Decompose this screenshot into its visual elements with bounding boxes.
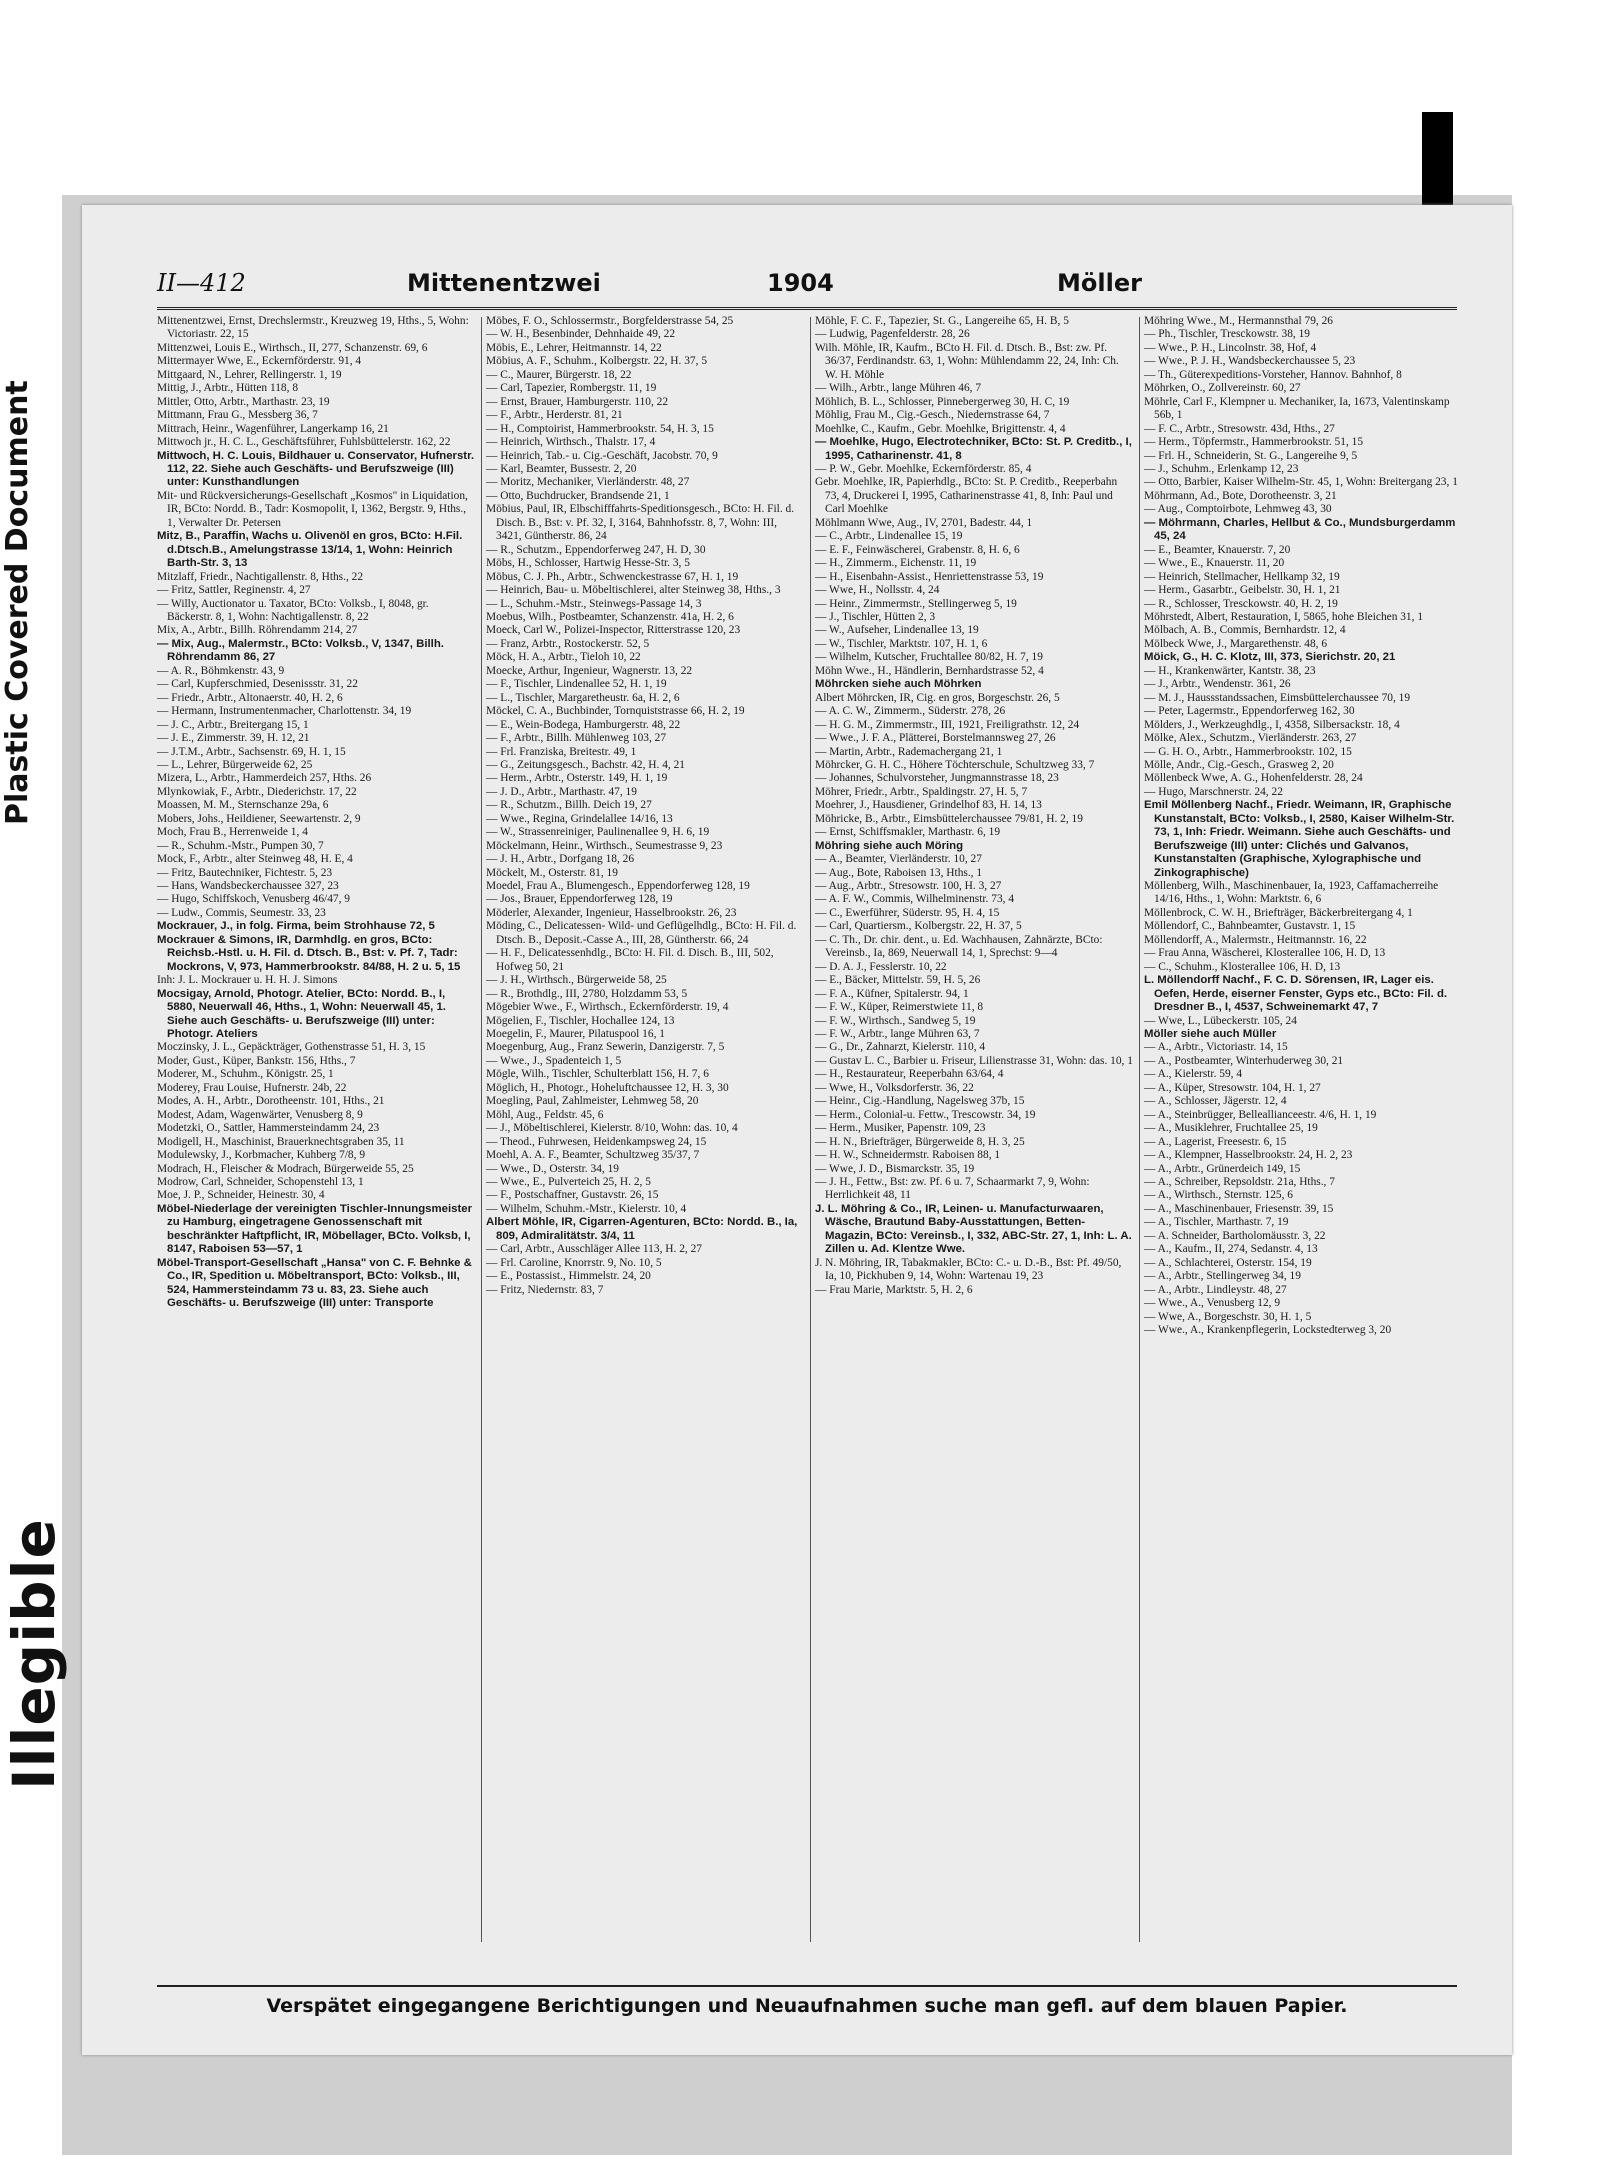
directory-entry: Moch, Frau B., Herrenweide 1, 4 <box>157 826 308 839</box>
directory-entry: Möckelt, M., Osterstr. 81, 19 <box>486 866 618 879</box>
directory-entry: — Ernst, Brauer, Hamburgerstr. 110, 22 <box>486 395 669 408</box>
directory-entry: — A., Schlosser, Jägerstr. 12, 4 <box>1144 1095 1287 1108</box>
directory-entry: — A., Tischler, Marthastr. 7, 19 <box>1144 1216 1289 1229</box>
directory-entry: Inh: J. L. Mockrauer u. H. H. J. Simons <box>157 974 338 987</box>
directory-entry: — J.T.M., Arbtr., Sachsenstr. 69, H. 1, 15 <box>157 745 346 758</box>
directory-entry: Moeck, Carl W., Polizei-Inspector, Ritterstrasse 120, 23 <box>486 624 741 637</box>
directory-entry: — Wilhelm, Kutscher, Fruchtallee 80/82, H. 7, 19 <box>815 651 1043 664</box>
directory-entry: — Heinrich, Bau- u. Möbeltischlerei, alter Steinweg 38, Hths., 3 <box>486 584 781 597</box>
directory-entry: — A., Steinbrügger, Belleallianceestr. 4/6, H. 1, 19 <box>1144 1108 1377 1121</box>
column-divider <box>810 317 811 1942</box>
directory-entry: Möderler, Alexander, Ingenieur, Hasselbrookstr. 26, 23 <box>486 906 737 919</box>
directory-entry: Mlynkowiak, F., Arbtr., Diederichstr. 17, 22 <box>157 785 357 798</box>
directory-entry: — H. F., Delicatessenhdlg., BCto: H. Fil. d. Disch. B., III, 502, Hofweg 50, 21 <box>486 947 774 973</box>
directory-entry: Mittmann, Frau G., Messberg 36, 7 <box>157 409 318 422</box>
directory-entry: Mittler, Otto, Arbtr., Marthastr. 23, 19 <box>157 395 330 408</box>
directory-entry: — Herm., Töpfermstr., Hammerbrookstr. 51, 15 <box>1144 436 1364 449</box>
directory-entry: Möhl, Aug., Feldstr. 45, 6 <box>486 1108 604 1121</box>
directory-entry: Mölders, J., Werkzeughdlg., I, 4358, Silbersackstr. 18, 4 <box>1144 718 1400 731</box>
directory-entry: Wilh. Möhle, IR, Kaufm., BCto H. Fil. d. Dtsch. B., Bst: zw. Pf. 36/37, Ferdinandstr. 63, 1, Wohn: Mühlendamm 22, 24, Inh: Ch. W. H. Möhle <box>815 341 1119 381</box>
directory-entry: Mockrauer, J., in folg. Firma, beim Strohhause 72, 5 <box>157 920 435 933</box>
directory-entry: Möglich, H., Photogr., Hoheluftchaussee 12, H. 3, 30 <box>486 1081 729 1094</box>
directory-entry: — Hugo, Schiffskoch, Venusberg 46/47, 9 <box>157 893 350 906</box>
directory-entry: Mögelien, F., Tischler, Hochallee 124, 13 <box>486 1014 675 1027</box>
directory-entry: — Moehlke, Hugo, Electrotechniker, BCto: St. P. Creditb., I, 1995, Catharinenstr. 41, 8 <box>815 436 1132 462</box>
directory-entry: — E., Wein-Bodega, Hamburgerstr. 48, 22 <box>486 718 681 731</box>
footer-notice: Verspätet eingegangene Berichtigungen und Neuaufnahmen suche man gefl. auf dem blauen Papier. <box>157 1985 1457 2017</box>
directory-entry: L. Möllendorff Nachf., F. C. D. Sörensen, IR, Lager eis. Oefen, Herde, eiserner Fenster, Gyps etc., BCto: Fil. d. Dresdner B., I, 4537, Schweinemarkt 47, 7 <box>1144 974 1448 1014</box>
directory-entry: — H. N., Briefträger, Bürgerweide 8, H. 3, 25 <box>815 1135 1025 1148</box>
directory-entry: Mögle, Wilh., Tischler, Schulterblatt 156, H. 7, 6 <box>486 1068 709 1081</box>
directory-entry: — C., Maurer, Bürgerstr. 18, 22 <box>486 368 632 381</box>
directory-entry: Mitzlaff, Friedr., Nachtigallenstr. 8, Hths., 22 <box>157 570 364 583</box>
directory-entry: Möhlich, B. L., Schlosser, Pinnebergerweg 30, H. C, 19 <box>815 395 1070 408</box>
directory-entry: Mittgaard, N., Lehrer, Rellingerstr. 1, 19 <box>157 368 342 381</box>
directory-entry: Mocsigay, Arnold, Photogr. Atelier, BCto: Nordd. B., I, 5880, Neuerwall 46, Hths., 1, Wohn: Neuerwall 45, 1. Siehe auch Geschäfts- u. Berufszweige (III) unter: Photogr. Ateliers <box>157 987 446 1041</box>
directory-entry: — A. C. W., Zimmerm., Süderstr. 278, 26 <box>815 705 1006 718</box>
directory-entry: — L., Lehrer, Bürgerweide 62, 25 <box>157 758 313 771</box>
directory-entry: — Wwe., E., Pulverteich 25, H. 2, 5 <box>486 1176 651 1188</box>
directory-entry: — Gustav L. C., Barbier u. Friseur, Lilienstrasse 31, Wohn: das. 10, 1 <box>815 1054 1133 1067</box>
directory-entry: — M. J., Haussstandssachen, Eimsbüttelerchaussee 70, 19 <box>1144 691 1411 704</box>
directory-entry: — A., Schreiber, Repsoldstr. 21a, Hths., 7 <box>1144 1176 1335 1188</box>
directory-entry: — Aug., Comptoirbote, Lehmweg 43, 30 <box>1144 503 1332 516</box>
directory-entry: — R., Brothdlg., III, 2780, Holzdamm 53, 5 <box>486 987 688 1000</box>
directory-entry: — Wwe, H., Nollsstr. 4, 24 <box>815 584 940 597</box>
directory-entry: — Heinrich, Stellmacher, Hellkamp 32, 19 <box>1144 570 1340 583</box>
directory-entry: — Hans, Wandsbeckerchaussee 327, 23 <box>157 880 339 893</box>
directory-entry: — P. W., Gebr. Moehlke, Eckernförderstr. 85, 4 <box>815 462 1032 475</box>
directory-entry: — H., Comptoirist, Hammerbrookstr. 54, H. 3, 15 <box>486 422 714 435</box>
directory-entry: — J. D., Arbtr., Marthastr. 47, 19 <box>486 785 637 798</box>
directory-entry: — H., Krankenwärter, Kantstr. 38, 23 <box>1144 664 1316 677</box>
directory-entry: — J., Arbtr., Wendenstr. 361, 26 <box>1144 678 1291 691</box>
directory-entry: J. N. Möhring, IR, Tabakmakler, BCto: C.- u. D.-B., Bst: Pf. 49/50, Ia, 10, Pickhuben 9, 14, Wohn: Wartenau 19, 23 <box>815 1256 1122 1283</box>
directory-entry: Möller siehe auch Müller <box>1144 1028 1277 1041</box>
directory-entry: — J., Möbeltischlerei, Kielerstr. 8/10, Wohn: das. 10, 4 <box>486 1122 738 1135</box>
directory-entry: — Wilhelm, Schuhm.-Mstr., Kielerstr. 10, 4 <box>486 1202 687 1215</box>
column-divider <box>481 317 482 1942</box>
directory-entry: — F. W., Küper, Reimerstwiete 11, 8 <box>815 1001 984 1014</box>
directory-entry: Möhrle, Carl F., Klempner u. Mechaniker, Ia, 1673, Valentinskamp 56b, 1 <box>1144 395 1450 422</box>
directory-entry: — Wwe., A., Krankenpflegerin, Lockstedterweg 3, 20 <box>1144 1323 1392 1336</box>
directory-entry: — Wwe., A., Venusberg 12, 9 <box>1144 1297 1281 1310</box>
directory-entry: Möck, H. A., Arbtr., Tieloh 10, 22 <box>486 651 641 664</box>
directory-entry: Mölle, Andr., Cig.-Gesch., Grasweg 2, 20 <box>1144 758 1334 771</box>
directory-entry: Modrach, H., Fleischer & Modrach, Bürgerweide 55, 25 <box>157 1162 414 1175</box>
directory-entry: Moassen, M. M., Sternschanze 29a, 6 <box>157 799 329 812</box>
directory-entry: — G. H. O., Arbtr., Hammerbrookstr. 102, 15 <box>1144 745 1352 758</box>
directory-entry: Mobers, Johs., Heildiener, Seewartenstr. 2, 9 <box>157 812 361 825</box>
directory-entry: — Frau Marie, Marktstr. 5, H. 2, 6 <box>815 1283 973 1296</box>
directory-entry: — A., Musiklehrer, Fruchtallee 25, 19 <box>1144 1122 1318 1135</box>
directory-entry: — A., Arbtr., Stellingerweg 34, 19 <box>1144 1270 1301 1283</box>
directory-entry: Möhrmann, Ad., Bote, Dorotheenstr. 3, 21 <box>1144 489 1337 502</box>
directory-entry: Möhrstedt, Albert, Restauration, I, 5865, hohe Bleichen 31, 1 <box>1144 610 1424 623</box>
directory-entry: Modes, A. H., Arbtr., Dorotheenstr. 101, Hths., 21 <box>157 1095 385 1108</box>
directory-entry: — E., Beamter, Knauerstr. 7, 20 <box>1144 543 1291 556</box>
directory-entry: — A., Maschinenbauer, Friesenstr. 39, 15 <box>1144 1202 1334 1215</box>
directory-entry: — Carl, Tapezier, Rombergstr. 11, 19 <box>486 382 657 395</box>
directory-entry: — A., Arbtr., Victoriastr. 14, 15 <box>1144 1041 1288 1054</box>
column-2 <box>486 315 804 1945</box>
directory-entry: — Th., Güterexpeditions-Vorsteher, Hannov. Bahnhof, 8 <box>1144 368 1402 381</box>
directory-entry: — Hugo, Marschnerstr. 24, 22 <box>1144 785 1283 798</box>
directory-entry: — Heinrich, Wirthsch., Thalstr. 17, 4 <box>486 436 656 449</box>
directory-entry: Möding, C., Delicatessen- Wild- und Geflügelhdlg., BCto: H. Fil. d. Dtsch. B., Deposit.-Casse A., III, 28, Güntherstr. 66, 24 <box>486 920 797 946</box>
directory-entry: Möbel-Transport-Gesellschaft „Hansa" von C. F. Behnke & Co., IR, Spedition u. Möbeltransport, BCto: Volksb., III, 524, Hammersteindamm 73 u. 83, 23. Siehe auch Geschäfts- u. Berufszweige (III) unter: Transporte <box>157 1256 472 1310</box>
directory-entry: Mölke, Alex., Schutzm., Vierländerstr. 263, 27 <box>1144 732 1357 745</box>
directory-entry: Moderey, Frau Louise, Hufnerstr. 24b, 22 <box>157 1081 347 1094</box>
directory-entry: Möhring Wwe., M., Hermannsthal 79, 26 <box>1144 315 1333 327</box>
directory-entry: — Wwe., J., Spadenteich 1, 5 <box>486 1054 622 1067</box>
directory-entry: Möllendorf, C., Bahnbeamter, Gustavstr. 1, 15 <box>1144 920 1356 933</box>
directory-entry: — J., Tischler, Hütten 2, 3 <box>815 610 936 623</box>
directory-entry: Moe, J. P., Schneider, Heinestr. 30, 4 <box>157 1189 325 1202</box>
directory-entry: — Carl, Quartiersm., Kolbergstr. 22, H. 37, 5 <box>815 920 1022 933</box>
directory-entry: Moebus, Wilh., Postbeamter, Schanzenstr. 41a, H. 2, 6 <box>486 610 734 623</box>
directory-entry: — W., Strassenreiniger, Paulinenallee 9, H. 6, 19 <box>486 826 710 839</box>
directory-entry: — J. H., Arbtr., Dorfgang 18, 26 <box>486 853 635 866</box>
directory-entry: — Wilh., Arbtr., lange Mühren 46, 7 <box>815 382 982 395</box>
directory-entry: — F., Arbtr., Herderstr. 81, 21 <box>486 409 623 422</box>
directory-entry: Mizera, L., Arbtr., Hammerdeich 257, Hths. 26 <box>157 772 372 785</box>
directory-entry: Möhle, F. C. F., Tapezier, St. G., Langereihe 65, H. B, 5 <box>815 315 1069 327</box>
directory-entry: — W. H., Besenbinder, Dehnhaide 49, 22 <box>486 328 676 341</box>
column-3 <box>815 315 1133 1945</box>
directory-entry: Mittenzwei, Louis E., Wirthsch., II, 277, Schanzenstr. 69, 6 <box>157 341 428 354</box>
directory-entry: — F. A., Küfner, Spitalerstr. 94, 1 <box>815 987 969 1000</box>
directory-entry: Moehlke, C., Kaufm., Gebr. Moehlke, Brigittenstr. 4, 4 <box>815 422 1066 435</box>
directory-entry: Emil Möllenberg Nachf., Friedr. Weimann, IR, Graphische Kunstanstalt, BCto: Volksb., I, 2580, Kaiser Wilhelm-Str. 73, 1, Inh: Friedr. Weimann. Siehe auch Geschäfts- und Berufszweige (III) unter: Clichés und Galvanos, Kunstanstalten (Graphische, Xylographische und Zinkographische) <box>1144 799 1455 879</box>
directory-entry: Mix, A., Arbtr., Billh. Röhrendamm 214, 27 <box>157 624 358 637</box>
directory-entry: — E., Bäcker, Mittelstr. 59, H. 5, 26 <box>815 974 981 987</box>
directory-entry: — E. F., Feinwäscherei, Grabenstr. 8, H. 6, 6 <box>815 543 1020 556</box>
directory-entry: Mit- und Rückversicherungs-Gesellschaft „Kosmos" in Liquidation, IR, BCto: Nordd. B., Tadr: Kosmopolit, I, 1362, Bergstr. 9, Hths., 1, Verwalter Dr. Petersen <box>157 489 468 529</box>
directory-entry: — Carl, Kupferschmied, Desenissstr. 31, 22 <box>157 678 358 691</box>
directory-entry: — Wwe, L., Lübeckerstr. 105, 24 <box>1144 1014 1297 1027</box>
directory-entry: — J. H., Wirthsch., Bürgerweide 58, 25 <box>486 974 667 987</box>
directory-entry: Möhn Wwe., H., Händlerin, Bernhardstrasse 52, 4 <box>815 664 1044 677</box>
directory-entry: — A., Beamter, Vierländerstr. 10, 27 <box>815 853 982 866</box>
directory-entry: — Wwe., J. F. A., Plätterei, Borstelmannsweg 27, 26 <box>815 732 1056 745</box>
directory-entry: — Ernst, Schiffsmakler, Marthastr. 6, 19 <box>815 826 1001 839</box>
directory-entry: — Mix, Aug., Malermstr., BCto: Volksb., V, 1347, Billh. Röhrendamm 86, 27 <box>157 637 444 664</box>
directory-entry: — Martin, Arbtr., Rademachergang 21, 1 <box>815 745 1003 758</box>
directory-entry: Möhrer, Friedr., Arbtr., Spaldingstr. 27, H. 5, 7 <box>815 785 1028 798</box>
directory-entry: — Heinr., Cig.-Handlung, Nagelsweg 37b, 15 <box>815 1095 1025 1108</box>
directory-entry: — Heinr., Zimmermstr., Stellingerweg 5, 19 <box>815 597 1017 610</box>
page-number: II—412 <box>157 269 246 297</box>
directory-entry: — Wwe., P. J. H., Wandsbeckerchaussee 5, 23 <box>1144 355 1356 368</box>
directory-entry: Möllendorff, A., Malermstr., Heitmannstr. 16, 22 <box>1144 933 1367 946</box>
directory-entry: — Wwe., P. H., Lincolnstr. 38, Hof, 4 <box>1144 341 1317 354</box>
directory-entry: Möbis, E., Lehrer, Heitmannstr. 14, 22 <box>486 341 662 354</box>
directory-entry: — Frl. Franziska, Breitestr. 49, 1 <box>486 745 637 758</box>
directory-entry: Möick, G., H. C. Klotz, III, 373, Sierichstr. 20, 21 <box>1144 651 1396 664</box>
directory-entry: — Jos., Brauer, Eppendorferweg 128, 19 <box>486 893 673 906</box>
directory-entry: — A., Lagerist, Freesestr. 6, 15 <box>1144 1135 1287 1148</box>
directory-entry: Moegenburg, Aug., Franz Sewerin, Danzigerstr. 7, 5 <box>486 1041 725 1054</box>
directory-entry: — Otto, Buchdrucker, Brandsende 21, 1 <box>486 489 670 502</box>
directory-entry: — Herm., Arbtr., Osterstr. 149, H. 1, 19 <box>486 772 668 785</box>
directory-entry: Möhring siehe auch Möring <box>815 839 964 852</box>
directory-entry: — Aug., Bote, Raboisen 13, Hths., 1 <box>815 866 983 879</box>
directory-entry: — A., Kaufm., II, 274, Sedanstr. 4, 13 <box>1144 1243 1318 1256</box>
directory-entry: Albert Möhrcken, IR, Cig. en gros, Borgeschstr. 26, 5 <box>815 691 1060 704</box>
directory-entry: Moedel, Frau A., Blumengesch., Eppendorferweg 128, 19 <box>486 880 750 893</box>
directory-entry: Möhrcken siehe auch Möhrken <box>815 678 982 691</box>
directory-entry: — Ludw., Commis, Seumestr. 33, 23 <box>157 906 326 919</box>
directory-entry: Mittwoch jr., H. C. L., Geschäftsführer, Fuhlsbüttelerstr. 162, 22 <box>157 436 451 449</box>
directory-entry: Moegling, Paul, Zahlmeister, Lehmweg 58, 20 <box>486 1095 699 1108</box>
directory-entry: — J. H., Fettw., Bst: zw. Pf. 6 u. 7, Schaarmarkt 7, 9, Wohn: Herrlichkeit 48, 11 <box>815 1176 1090 1202</box>
directory-entry: J. L. Möhring & Co., IR, Leinen- u. Manufacturwaaren, Wäsche, Brautund Baby-Ausstattungen, Betten-Magazin, BCto: Vereinsb., I, 332, ABC-Str. 27, 1, Inh: L. A. Zillen u. Ad. Klentze Wwe. <box>815 1202 1132 1256</box>
column-divider <box>1139 317 1140 1942</box>
directory-entry: — A. Schneider, Bartholomäusstr. 3, 22 <box>1144 1229 1326 1242</box>
directory-entry: — R., Schutzm., Billh. Deich 19, 27 <box>486 799 652 812</box>
directory-entry: Mögebier Wwe., F., Wirthsch., Eckernförderstr. 19, 4 <box>486 1001 729 1014</box>
side-label-illegible: Illegible <box>0 1518 68 1790</box>
directory-entry: — R., Schuhm.-Mstr., Pumpen 30, 7 <box>157 839 324 852</box>
directory-entry: — A., Klempner, Hasselbrookstr. 24, H. 2, 23 <box>1144 1149 1353 1162</box>
directory-entry: — Fritz, Sattler, Reginenstr. 4, 27 <box>157 584 311 597</box>
directory-entry: — Peter, Lagermstr., Eppendorferweg 162, 30 <box>1144 705 1355 718</box>
directory-entry: — F., Postschaffner, Gustavstr. 26, 15 <box>486 1189 659 1202</box>
directory-entry: Möhlmann Wwe, Aug., IV, 2701, Badestr. 44, 1 <box>815 516 1033 529</box>
directory-entry: — Karl, Beamter, Bussestr. 2, 20 <box>486 462 637 475</box>
directory-entry: Möbes, F. O., Schlossermstr., Borgfelderstrasse 54, 25 <box>486 315 734 327</box>
directory-entry: — Wwe., D., Osterstr. 34, 19 <box>486 1162 619 1175</box>
directory-entry: — Herm., Musiker, Papenstr. 109, 23 <box>815 1122 986 1135</box>
directory-entry: — H. W., Schneidermstr. Raboisen 88, 1 <box>815 1149 1001 1162</box>
directory-entry: — H., Zimmerm., Eichenstr. 11, 19 <box>815 557 977 570</box>
directory-entry: — D. A. J., Fesslerstr. 10, 22 <box>815 960 947 973</box>
directory-entry: Möllenbrock, C. W. H., Briefträger, Bäckerbreitergang 4, 1 <box>1144 906 1413 919</box>
directory-entry: — C., Schuhm., Klosterallee 106, H. D, 13 <box>1144 960 1341 973</box>
directory-entry: — W., Tischler, Marktstr. 107, H. 1, 6 <box>815 637 988 650</box>
directory-entry: — Otto, Barbier, Kaiser Wilhelm-Str. 45, 1, Wohn: Breitergang 23, 1 <box>1144 476 1458 489</box>
directory-entry: Modetzki, O., Sattler, Hammersteindamm 24, 23 <box>157 1122 380 1135</box>
directory-entry: Moderer, M., Schuhm., Königstr. 25, 1 <box>157 1068 334 1081</box>
directory-entry: — Wwe., E., Knauerstr. 11, 20 <box>1144 557 1285 570</box>
directory-entry: Möllenberg, Wilh., Maschinenbauer, Ia, 1923, Caffamacherreihe 14/16, Hths., 1, Wohn: Marktstr. 6, 6 <box>1144 880 1439 906</box>
page-header <box>157 267 1457 310</box>
directory-entry: — R., Schutzm., Eppendorferweg 247, H. D, 30 <box>486 543 706 556</box>
directory-entry: — F., Tischler, Lindenallee 52, H. 1, 19 <box>486 678 667 691</box>
directory-entry: Moehrer, J., Hausdiener, Grindelhof 83, H. 14, 13 <box>815 799 1042 812</box>
directory-entry: Möhrken, O., Zollvereinstr. 60, 27 <box>1144 382 1301 395</box>
directory-entry: Möllenbeck Wwe, A. G., Hohenfelderstr. 28, 24 <box>1144 772 1363 785</box>
directory-entry: — C. Th., Dr. chir. dent., u. Ed. Wachhausen, Zahnärzte, BCto: Vereinsb., Ia, 869, Neuerwall 14, 1, Sprechst: 9—4 <box>815 933 1103 960</box>
directory-entry: — Wwe, H., Volksdorferstr. 36, 22 <box>815 1081 974 1094</box>
directory-entry: — A. R., Böhmkenstr. 43, 9 <box>157 664 285 677</box>
directory-entry: — L., Tischler, Margaretheustr. 6a, H. 2, 6 <box>486 691 680 704</box>
directory-entry: Moecke, Arthur, Ingenieur, Wagnerstr. 13, 22 <box>486 664 693 677</box>
directory-entry: Mölbeck Wwe, J., Margarethenstr. 48, 6 <box>1144 637 1328 650</box>
directory-entry: — R., Schlosser, Tresckowstr. 40, H. 2, 19 <box>1144 597 1338 610</box>
directory-entry: Albert Möhle, IR, Cigarren-Agenturen, BCto: Nordd. B., Ia, 809, Admiralitätstr. 3/4, 11 <box>486 1216 798 1242</box>
directory-entry: — L., Schuhm.-Mstr., Steinwegs-Passage 14, 3 <box>486 597 702 610</box>
directory-entry: — Johannes, Schulvorsteher, Jungmannstrasse 18, 23 <box>815 772 1059 785</box>
directory-entry: — H., Eisenbahn-Assist., Henriettenstrasse 53, 19 <box>815 570 1044 583</box>
directory-entry: Moczinsky, J. L., Gepäckträger, Gothenstrasse 51, H. 3, 15 <box>157 1041 426 1054</box>
header-last-name: Möller <box>1057 269 1142 297</box>
directory-page <box>82 205 1512 2055</box>
directory-entry: — J., Schuhm., Erlenkamp 12, 23 <box>1144 462 1299 475</box>
directory-entry: Möbus, C. J. Ph., Arbtr., Schwenckestrasse 67, H. 1, 19 <box>486 570 739 583</box>
directory-entry: — Ph., Tischler, Tresckowstr. 38, 19 <box>1144 328 1311 341</box>
directory-entry: — F., Arbtr., Billh. Mühlenweg 103, 27 <box>486 732 667 745</box>
directory-entry: Mittwoch, H. C. Louis, Bildhauer u. Conservator, Hufnerstr. 112, 22. Siehe auch Geschäfts- und Berufszweige (III) unter: Kunsthandlungen <box>157 449 475 489</box>
directory-entry: Möbel-Niederlage der vereinigten Tischler-Innungsmeister zu Hamburg, eingetragene Genossenschaft mit beschränkter Haftpflicht, IR, Möbellager, BCto. Volksb, I, 8147, Raboisen 53—57, 1 <box>157 1202 473 1256</box>
directory-entry: Modest, Adam, Wagenwärter, Venusberg 8, 9 <box>157 1108 363 1121</box>
directory-entry: — H. G. M., Zimmermstr., III, 1921, Freiligrathstr. 12, 24 <box>815 718 1080 731</box>
directory-entry: — Herm., Gasarbtr., Geibelstr. 30, H. 1, 21 <box>1144 584 1341 597</box>
directory-entry: Mittenentzwei, Ernst, Drechslermstr., Kreuzweg 19, Hths., 5, Wohn: Victoriastr. 22, 15 <box>157 315 469 341</box>
directory-entry: — Frl. H., Schneiderin, St. G., Langereihe 9, 5 <box>1144 449 1358 462</box>
directory-entry: — Heinrich, Tab.- u. Cig.-Geschäft, Jacobstr. 70, 9 <box>486 449 718 462</box>
directory-entry: Modigell, H., Maschinist, Brauerknechtsgraben 35, 11 <box>157 1135 405 1148</box>
directory-entry: — A., Schlachterei, Osterstr. 154, 19 <box>1144 1256 1312 1269</box>
directory-entry: Möbius, A. F., Schuhm., Kolbergstr. 22, H. 37, 5 <box>486 355 708 368</box>
directory-entry: Moegelin, F., Maurer, Pilatuspool 16, 1 <box>486 1028 665 1041</box>
directory-entry: — Theod., Fuhrwesen, Heidenkampsweg 24, 15 <box>486 1135 707 1148</box>
header-first-name: Mittenentzwei <box>407 269 601 297</box>
directory-entry: — C., Arbtr., Lindenallee 15, 19 <box>815 530 963 543</box>
side-label-plastic-covered: Plastic Covered Document <box>0 380 35 825</box>
directory-entry: — J. E., Zimmerstr. 39, H. 12, 21 <box>157 732 310 745</box>
directory-entry: — F. C., Arbtr., Stresowstr. 43d, Hths., 27 <box>1144 422 1335 435</box>
directory-entry: Möbius, Paul, IR, Elbschifffahrts-Speditionsgesch., BCto: H. Fil. d. Disch. B., Bst: v. Pf. 32, I, 3164, Bahnhofsstr. 8, 7, Wohn: III, 3421, Güntherstr. 86, 24 <box>486 503 795 543</box>
directory-entry: — Herm., Colonial-u. Fettw., Trescowstr. 34, 19 <box>815 1108 1036 1121</box>
directory-entry: — Franz, Arbtr., Rostockerstr. 52, 5 <box>486 637 650 650</box>
directory-entry: Mittrach, Heinr., Wagenführer, Langerkamp 16, 21 <box>157 422 389 435</box>
directory-entry: Möckel, C. A., Buchbinder, Tornquiststrasse 66, H. 2, 19 <box>486 705 745 718</box>
directory-entry: — G., Zeitungsgesch., Bachstr. 42, H. 4, 21 <box>486 758 685 771</box>
directory-entry: — F. W., Wirthsch., Sandweg 5, 19 <box>815 1014 976 1027</box>
directory-entry: — Friedr., Arbtr., Altonaerstr. 40, H. 2, 6 <box>157 691 343 704</box>
directory-entry: — Aug., Arbtr., Stresowstr. 100, H. 3, 27 <box>815 880 1002 893</box>
directory-entry: Mittig, J., Arbtr., Hütten 118, 8 <box>157 382 299 395</box>
directory-entry: Gebr. Moehlke, IR, Papierhdlg., BCto: St. P. Creditb., Reeperbahn 73, 4, Druckerei I, 1995, Catharinenstrasse 41, 8, Inh: Paul und Carl Moehlke <box>815 476 1118 516</box>
directory-entry: Mockrauer & Simons, IR, Darmhdlg. en gros, BCto: Reichsb.-Hstl. u. H. Fil. d. Dtsch. B., Bst: v. Pf. 7, Tadr: Mockrons, V, 973, Hammerbrookstr. 84/88, H. 2 u. 5, 15 <box>157 933 461 973</box>
directory-entry: — A., Postbeamter, Winterhuderweg 30, 21 <box>1144 1054 1344 1067</box>
directory-entry: — Frau Anna, Wäscherei, Klosterallee 106, H. D, 13 <box>1144 947 1386 960</box>
directory-entry: Modulewsky, J., Korbmacher, Kuhberg 7/8, 9 <box>157 1149 366 1162</box>
column-1 <box>157 315 475 1945</box>
header-year: 1904 <box>767 269 834 297</box>
directory-entry: — A., Arbtr., Grünerdeich 149, 15 <box>1144 1162 1301 1175</box>
directory-entry: Mittermayer Wwe, E., Eckernförderstr. 91, 4 <box>157 355 362 368</box>
scan-edge-bar <box>1422 112 1453 207</box>
directory-entry: — H., Restaurateur, Reeperbahn 63/64, 4 <box>815 1068 1004 1081</box>
directory-entry: Mitz, B., Paraffin, Wachs u. Olivenöl en gros, BCto: H.Fil. d.Dtsch.B., Amelungstrasse 13/14, 1, Wohn: Heinrich Barth-Str. 3, 13 <box>157 530 463 570</box>
column-4 <box>1144 315 1462 1945</box>
directory-entry: Moder, Gust., Küper, Bankstr. 156, Hths., 7 <box>157 1054 356 1067</box>
directory-entry: — Hermann, Instrumentenmacher, Charlottenstr. 34, 19 <box>157 705 412 718</box>
directory-entry: Mock, F., Arbtr., alter Steinweg 48, H. E, 4 <box>157 853 353 866</box>
directory-entry: — A. F. W., Commis, Wilhelminenstr. 73, 4 <box>815 893 1015 906</box>
directory-entry: — Frl. Caroline, Knorrstr. 9, No. 10, 5 <box>486 1256 662 1269</box>
directory-entry: — A., Wirthsch., Sternstr. 125, 6 <box>1144 1189 1293 1202</box>
directory-entry: — A., Kielerstr. 59, 4 <box>1144 1068 1243 1081</box>
directory-entry: — Wwe, A., Borgeschstr. 30, H. 1, 5 <box>1144 1310 1312 1323</box>
directory-entry: — W., Aufseher, Lindenallee 13, 19 <box>815 624 979 637</box>
directory-entry: — J. C., Arbtr., Breitergang 15, 1 <box>157 718 309 731</box>
directory-entry: — Ludwig, Pagenfelderstr. 28, 26 <box>815 328 970 341</box>
directory-entry: Modrow, Carl, Schneider, Schopenstehl 13, 1 <box>157 1176 364 1188</box>
directory-entry: — Wwe, J. D., Bismarckstr. 35, 19 <box>815 1162 975 1175</box>
directory-entry: — A., Arbtr., Lindleystr. 48, 27 <box>1144 1283 1287 1296</box>
directory-entry: — Willy, Auctionator u. Taxator, BCto: Volksb., I, 8048, gr. Bäckerstr. 8, 1, Wohn: Nachtigallenstr. 8, 22 <box>157 597 429 623</box>
directory-entry: Möhlig, Frau M., Cig.-Gesch., Niedernstrasse 64, 7 <box>815 409 1050 422</box>
directory-entry: — Wwe., Regina, Grindelallee 14/16, 13 <box>486 812 673 825</box>
directory-entry: Möckelmann, Heinr., Wirthsch., Seumestrasse 9, 23 <box>486 839 723 852</box>
directory-entry: — Carl, Arbtr., Ausschläger Allee 113, H. 2, 27 <box>486 1243 702 1256</box>
directory-entry: Möhrcker, G. H. C., Höhere Töchterschule, Schultzweg 33, 7 <box>815 758 1095 771</box>
directory-entry: — F. W., Arbtr., lange Mühren 63, 7 <box>815 1028 980 1041</box>
directory-entry: — Moritz, Mechaniker, Vierländerstr. 48, 27 <box>486 476 690 489</box>
directory-entry: — A., Küper, Stresowstr. 104, H. 1, 27 <box>1144 1081 1321 1094</box>
directory-entry: Möbs, H., Schlosser, Hartwig Hesse-Str. 3, 5 <box>486 557 690 570</box>
directory-entry: — G., Dr., Zahnarzt, Kielerstr. 110, 4 <box>815 1041 986 1054</box>
directory-entry: Moehl, A. A. F., Beamter, Schultzweg 35/37, 7 <box>486 1149 700 1162</box>
directory-entry: — Fritz, Niedernstr. 83, 7 <box>486 1283 604 1296</box>
directory-entry: — C., Ewerführer, Süderstr. 95, H. 4, 15 <box>815 906 1000 919</box>
directory-entry: Möhricke, B., Arbtr., Eimsbüttelerchaussee 79/81, H. 2, 19 <box>815 812 1083 825</box>
directory-entry: — Möhrmann, Charles, Hellbut & Co., Mundsburgerdamm 45, 24 <box>1144 516 1456 543</box>
directory-entry: — Fritz, Bautechniker, Fichtestr. 5, 23 <box>157 866 333 879</box>
directory-entry: — E., Postassist., Himmelstr. 24, 20 <box>486 1270 651 1283</box>
directory-entry: Mölbach, A. B., Commis, Bernhardstr. 12, 4 <box>1144 624 1346 637</box>
